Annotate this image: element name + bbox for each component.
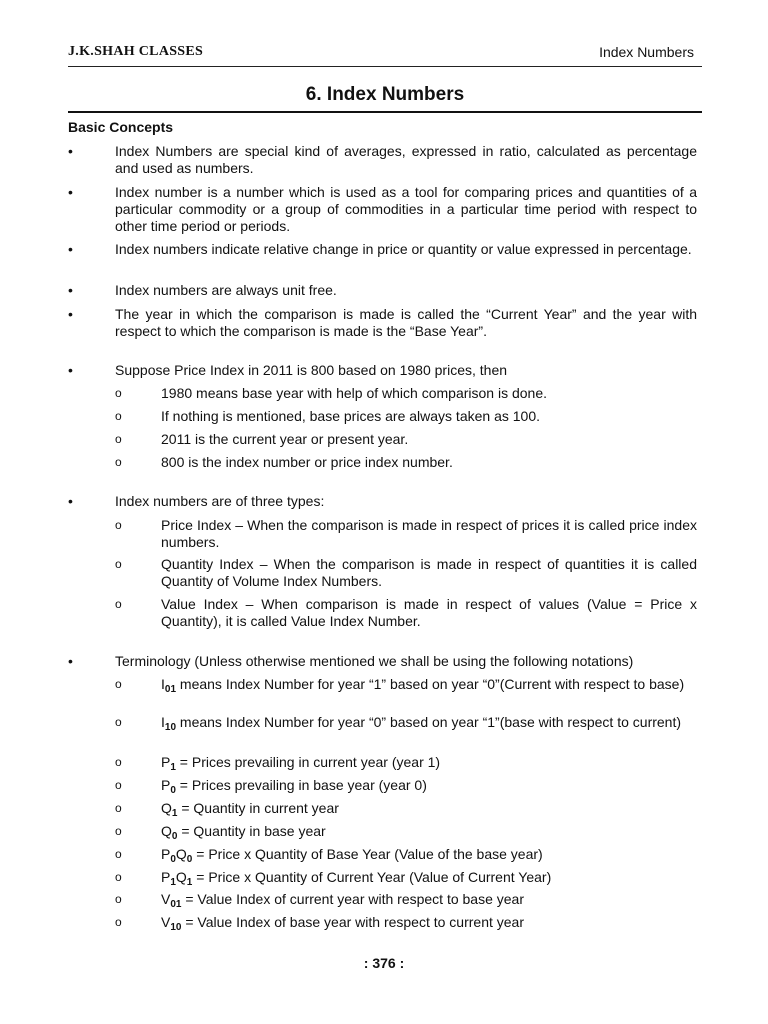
sub-bullet-icon: o: [115, 518, 122, 532]
notation-symbol: [161, 800, 178, 819]
notation-definition: means Index Number for year “0” based on year “1”(base with respect to current): [176, 714, 682, 730]
symbol-subscript: 1: [186, 877, 193, 888]
notation-symbol: [161, 823, 178, 842]
notation-symbol: [161, 891, 182, 910]
symbol-subscript: 10: [164, 722, 177, 733]
sub-list-text: 800 is the index number or price index number.: [161, 454, 453, 470]
sub-bullet-icon: o: [115, 386, 122, 400]
notation-definition: = Prices prevailing in current year (year 1): [175, 754, 441, 770]
notation-text: [161, 800, 697, 817]
sub-list-text: Quantity Index – When the comparison is made in respect of quantities it is called Quantity of Volume Index Numbers.: [161, 556, 697, 589]
notation-text: [161, 891, 697, 908]
header-topic: Index Numbers: [599, 44, 694, 60]
bullet-text: Index number is a number which is used as a tool for comparing prices and quantities of a particular commodity or a group of commodities in a particular time period with respect to other time period or periods.: [115, 184, 697, 234]
sub-list-text: 2011 is the current year or present year.: [161, 431, 409, 447]
sub-bullet-icon: o: [115, 915, 122, 929]
sub-list-text: If nothing is mentioned, base prices are always taken as 100.: [161, 408, 540, 424]
symbol-base: I: [161, 714, 165, 730]
symbol-base: I: [161, 676, 165, 692]
bullet-text: Suppose Price Index in 2011 is 800 based on 1980 prices, then: [115, 362, 508, 378]
sub-bullet-icon: o: [115, 892, 122, 906]
sub-bullet-icon: o: [115, 847, 122, 861]
notation-symbol: [161, 777, 176, 796]
notation-definition: = Prices prevailing in base year (year 0): [175, 777, 427, 793]
symbol-subscript: 0: [186, 854, 193, 865]
sub-bullet-icon: o: [115, 870, 122, 884]
sub-bullet-icon: o: [115, 801, 122, 815]
sub-list-text: Value Index – When comparison is made in respect of values (Value = Price x Quantity), it is called Value Index Number.: [161, 596, 697, 629]
bullet-icon: •: [68, 493, 73, 509]
symbol-base: V: [161, 914, 171, 930]
symbol-subscript: 1: [170, 762, 176, 773]
bullet-icon: •: [68, 241, 73, 257]
symbol-base: Q: [161, 800, 172, 816]
symbol-base: V: [161, 891, 171, 907]
page-header: [68, 44, 694, 64]
brand-name: J.K.SHAH CLASSES: [68, 44, 204, 59]
header-divider: [68, 66, 702, 67]
sub-bullet-icon: o: [115, 755, 122, 769]
notation-definition: = Price x Quantity of Current Year (Value of Current Year): [192, 869, 552, 885]
bullet-icon: •: [68, 184, 73, 200]
notation-text: [161, 823, 697, 840]
symbol-base: P: [161, 754, 171, 770]
bullet-text: Index numbers indicate relative change in price or quantity or value expressed in percentage.: [115, 241, 692, 257]
notation-symbol: [161, 869, 193, 888]
sub-bullet-icon: o: [115, 432, 122, 446]
bullet-text: The year in which the comparison is made is called the “Current Year” and the year with respect to which the comparison is made is the “Base Year”.: [115, 306, 697, 339]
bullet-icon: •: [68, 143, 73, 159]
sub-list-text: 1980 means base year with help of which comparison is done.: [161, 385, 547, 401]
notation-definition: = Quantity in current year: [177, 800, 339, 816]
bullet-icon: •: [68, 306, 73, 322]
symbol-subscript: 0: [170, 854, 176, 865]
sub-bullet-icon: o: [115, 557, 122, 571]
sub-bullet-icon: o: [115, 409, 122, 423]
notation-symbol: [161, 914, 182, 933]
sub-bullet-icon: o: [115, 597, 122, 611]
sub-list-text: Price Index – When the comparison is made in respect of prices it is called price index numbers.: [161, 517, 697, 550]
symbol-base: Q: [175, 869, 187, 885]
symbol-base: P: [161, 777, 171, 793]
sub-bullet-icon: o: [115, 677, 122, 691]
symbol-base: P: [161, 869, 171, 885]
symbol-subscript: 0: [171, 831, 178, 842]
sub-bullet-icon: o: [115, 455, 122, 469]
notation-text: [161, 914, 697, 931]
notation-text: [161, 869, 697, 886]
bullet-icon: •: [68, 653, 73, 669]
bullet-text: Index Numbers are special kind of averages, expressed in ratio, calculated as percentage and used as numbers.: [115, 143, 697, 176]
notation-symbol: [161, 676, 177, 695]
symbol-subscript: 1: [170, 877, 176, 888]
section-heading: Basic Concepts: [68, 119, 174, 135]
symbol-subscript: 01: [170, 899, 182, 910]
symbol-subscript: 10: [170, 922, 182, 933]
page-title: 6. Index Numbers: [305, 84, 465, 105]
notation-text: [161, 676, 697, 693]
sub-bullet-icon: o: [115, 824, 122, 838]
symbol-subscript: 01: [164, 684, 177, 695]
notation-text: [161, 754, 697, 771]
symbol-base: Q: [175, 846, 187, 862]
notation-symbol: [161, 714, 177, 733]
notation-definition: = Price x Quantity of Base Year (Value of the base year): [192, 846, 543, 862]
sub-bullet-icon: o: [115, 715, 122, 729]
bullet-icon: •: [68, 362, 73, 378]
page-number: : 376 :: [363, 955, 405, 971]
symbol-base: P: [161, 846, 171, 862]
notation-text: [161, 777, 697, 794]
symbol-base: Q: [161, 823, 172, 839]
notation-symbol: [161, 846, 193, 865]
bullet-icon: •: [68, 282, 73, 298]
notation-definition: means Index Number for year “1” based on year “0”(Current with respect to base): [176, 676, 685, 692]
bullet-text: Index numbers are of three types:: [115, 493, 325, 509]
symbol-subscript: 0: [170, 785, 176, 796]
bullet-text: Terminology (Unless otherwise mentioned we shall be using the following notations): [115, 653, 634, 669]
symbol-subscript: 1: [171, 808, 178, 819]
notation-definition: = Value Index of current year with respect to base year: [181, 891, 525, 907]
notation-text: [161, 714, 697, 731]
sub-bullet-icon: o: [115, 778, 122, 792]
title-divider: [68, 111, 702, 113]
notation-definition: = Value Index of base year with respect to current year: [181, 914, 525, 930]
notation-symbol: [161, 754, 176, 773]
notation-definition: = Quantity in base year: [177, 823, 326, 839]
bullet-text: Index numbers are always unit free.: [115, 282, 337, 298]
notation-text: [161, 846, 697, 863]
